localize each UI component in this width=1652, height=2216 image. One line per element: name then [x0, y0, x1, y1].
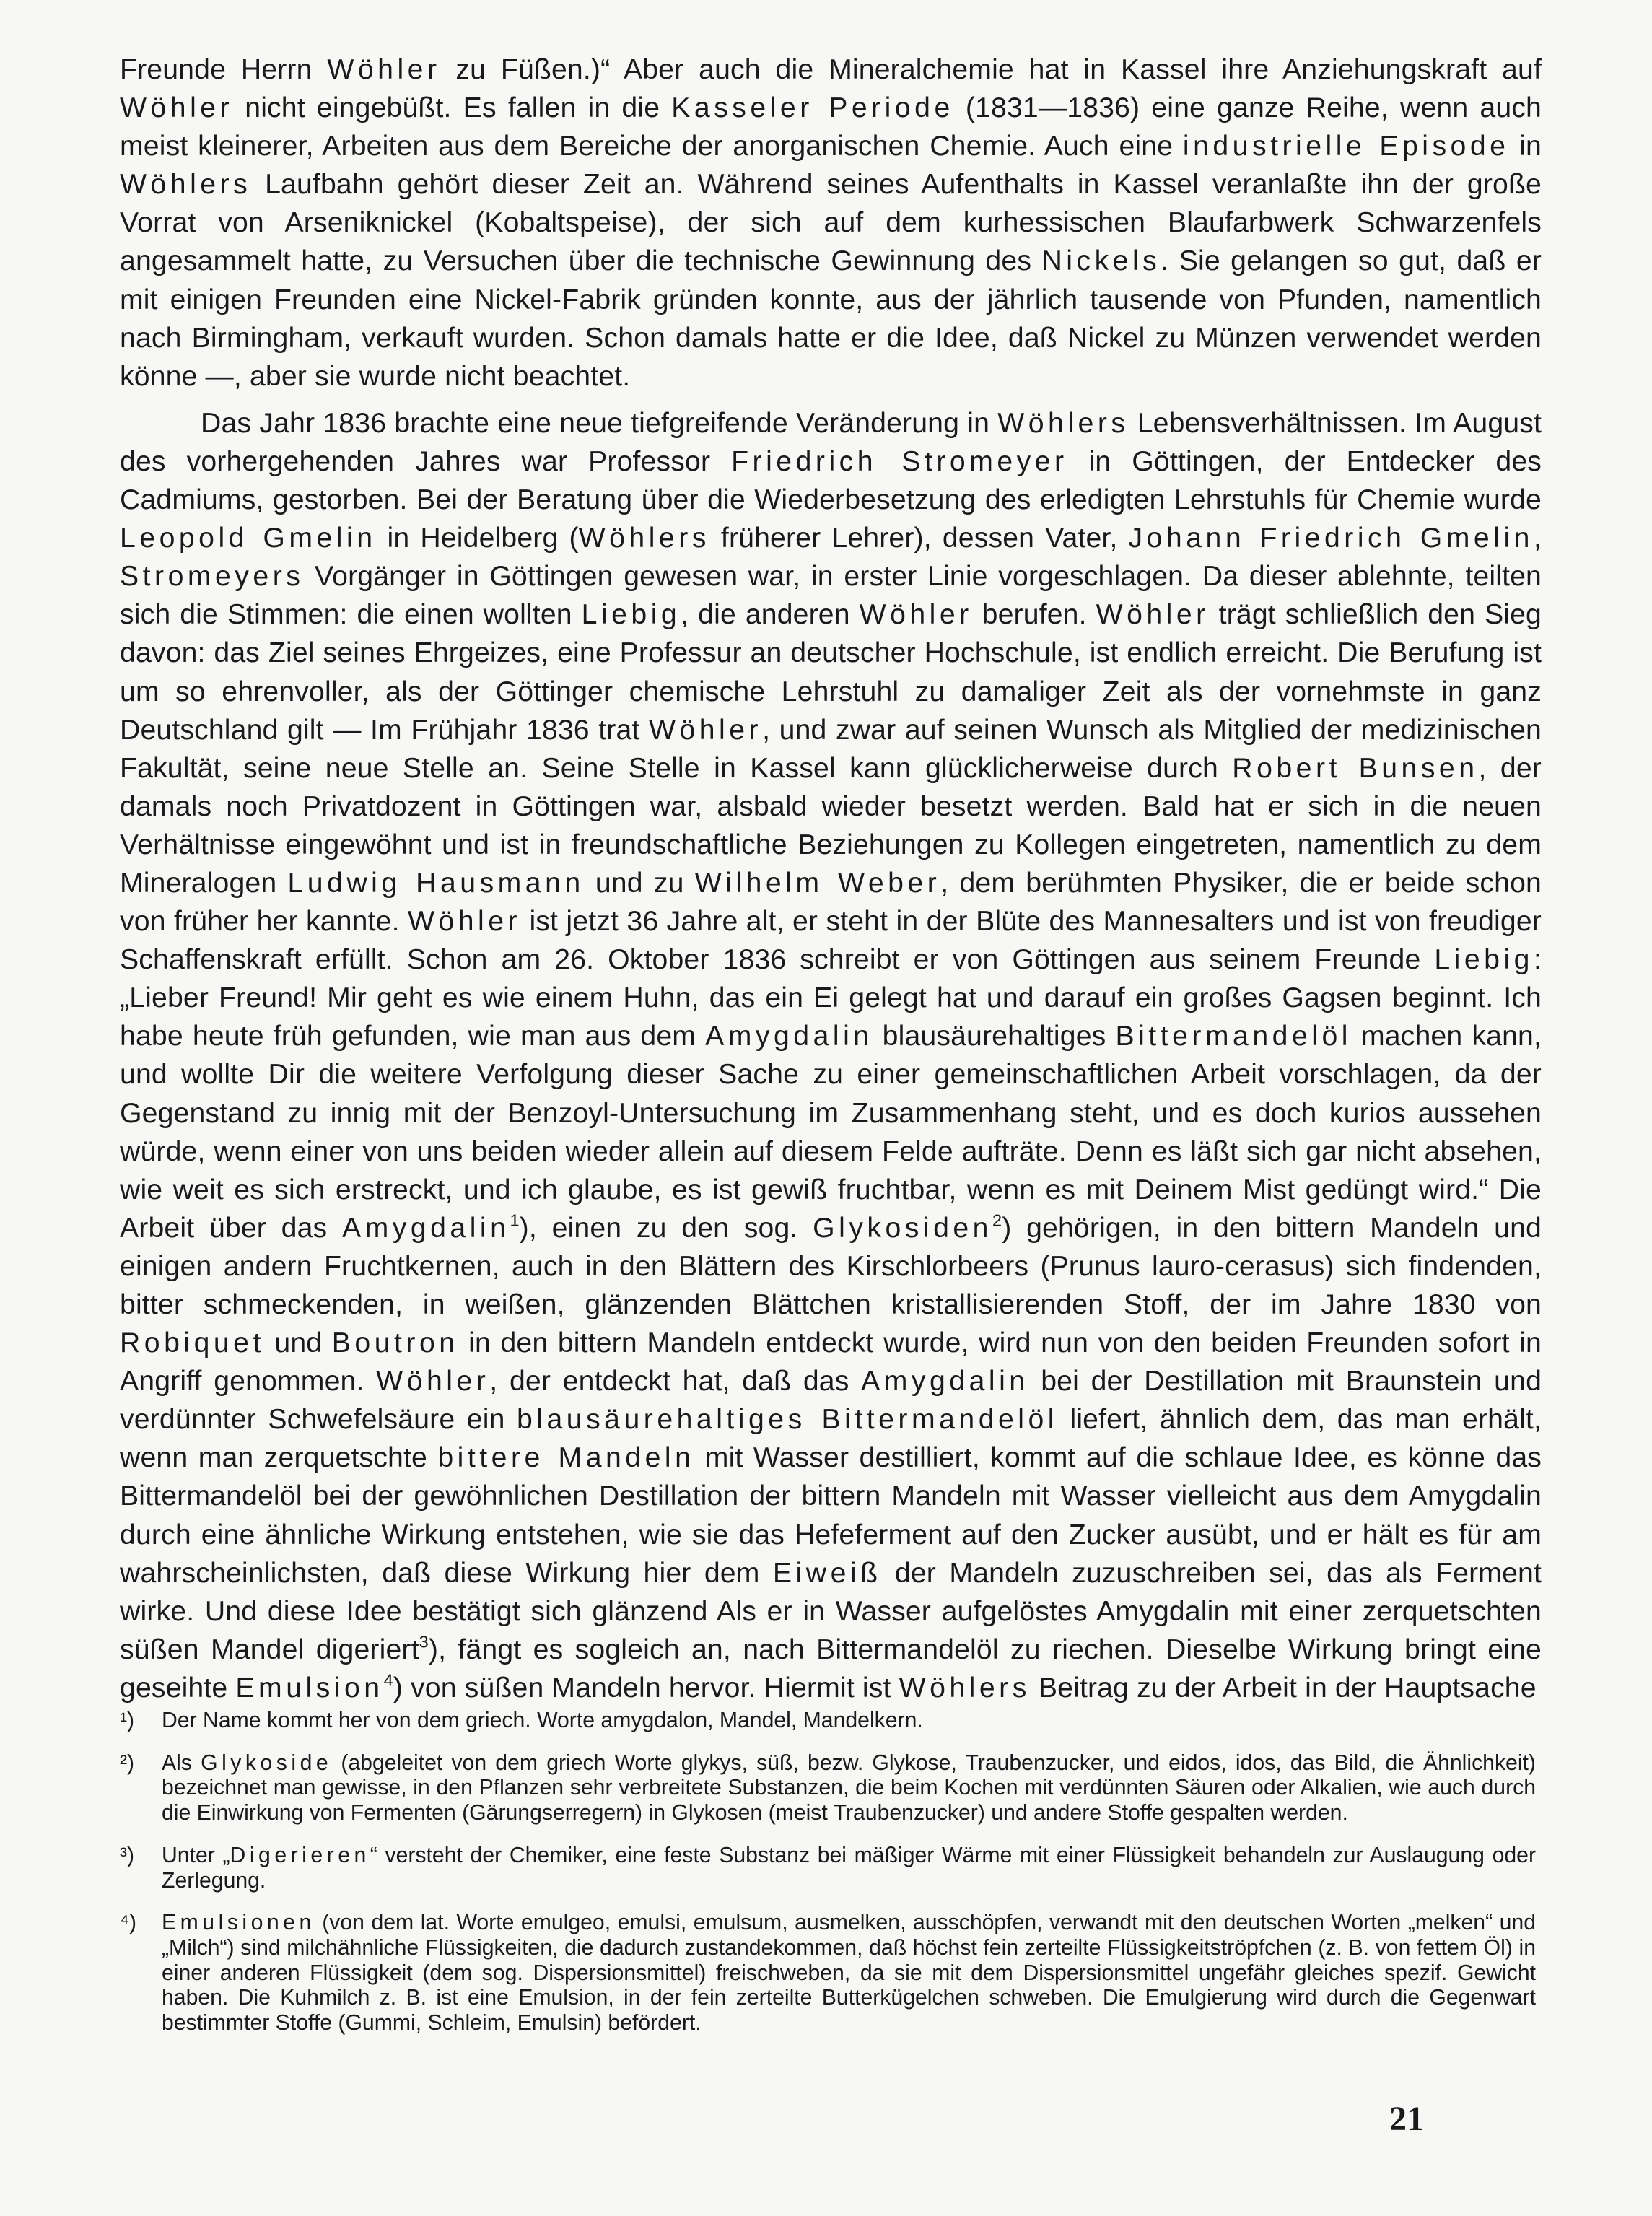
paragraph-kassel-period: Freunde Herrn Wöhler zu Füßen.)“ Aber auch die Mineralchemie hat in Kassel ihre Anziehungskraft auf Wöhler nicht eingebüßt. Es fallen in die Kasseler Periode (1831—1836) eine ganze Reihe, wenn auch meist kleinerer, Arbeiten aus dem Bereiche der anorganischen Chemie. Auch eine industrielle Episode in Wöhlers Laufbahn gehört dieser Zeit an. Während seines Aufenthalts in Kassel veranlaßte ihn der große Vorrat von Arseniknickel (Kobaltspeise), der sich auf dem kurhessischen Blaufarbwerk Schwarzenfels angesammelt hatte, zu Versuchen über die technische Gewinnung des Nickels. Sie gelangen so gut, daß er mit einigen Freunden eine Nickel-Fabrik gründen konnte, aus der jährlich tausende von Pfunden, namentlich nach Birmingham, verkauft wurden. Schon damals hatte er die Idee, daß Nickel zu Münzen verwendet werden könne —, aber sie wurde nicht beachtet.: [120, 54, 1542, 392]
footnote-number: ⁴): [120, 1911, 137, 1935]
page-body: [120, 51, 1542, 1707]
footnote-number: ³): [120, 1843, 135, 1867]
paragraph-goettingen-1836: Das Jahr 1836 brachte eine neue tiefgreifende Veränderung in Wöhlers Lebensverhältnissen. Im August des vorhergehenden Jahres war Professor Friedrich Stromeyer in Göttingen, der Entdecker des Cadmiums, gestorben. Bei der Beratung über die Wiederbesetzung des erledigten Lehrstuhls für Chemie wurde Leopold Gmelin in Heidelberg (Wöhlers früherer Lehrer), dessen Vater, Johann Friedrich Gmelin, Stromeyers Vorgänger in Göttingen gewesen war, in erster Linie vorgeschlagen. Da dieser ablehnte, teilten sich die Stimmen: die einen wollten Liebig, die anderen Wöhler berufen. Wöhler trägt schließlich den Sieg davon: das Ziel seines Ehrgeizes, eine Professur an deutscher Hochschule, ist endlich erreicht. Die Berufung ist um so ehrenvoller, als der Göttinger chemische Lehrstuhl zu damaliger Zeit als der vornehmste in ganz Deutschland gilt — Im Frühjahr 1836 trat Wöhler, und zwar auf seinen Wunsch als Mitglied der medizinischen Fakultät, seine neue Stelle an. Seine Stelle in Kassel kann glücklicherweise durch Robert Bunsen, der damals noch Privatdozent in Göttingen war, alsbald wieder besetzt werden. Bald hat er sich in die neuen Verhältnisse eingewöhnt und ist in freundschaftliche Beziehungen zu Kollegen eingetreten, namentlich zu dem Mineralogen Ludwig Hausmann und zu Wilhelm Weber, dem berühmten Physiker, die er beide schon von früher her kannte. Wöhler ist jetzt 36 Jahre alt, er steht in der Blüte des Mannesalters und ist von freudiger Schaffenskraft erfüllt. Schon am 26. Oktober 1836 schreibt er von Göttingen aus seinem Freunde Liebig: „Lieber Freund! Mir geht es wie einem Huhn, das ein Ei gelegt hat und darauf ein großes Gagsen beginnt. Ich habe heute früh gefunden, wie man aus dem Amygdalin blausäurehaltiges Bittermandelöl machen kann, und wollte Dir die weitere Verfolgung dieser Sache zu einer gemeinschaftlichen Arbeit vorschlagen, da der Gegenstand zu innig mit der Benzoyl-Untersuchung im Zusammenhang steht, und es doch kurios aussehen würde, wenn einer von uns beiden wieder allein auf diesem Felde aufträte. Denn es läßt sich gar nicht absehen, wie weit es sich erstreckt, und ich glaube, es ist gewiß fruchtbar, wenn es mit Deinem Mist gedüngt wird.“ Die Arbeit über das Amygdalin$^1$), einen zu den sog. Glykosiden$^2$) gehörigen, in den bittern Mandeln und einigen andern Fruchtkernen, auch in den Blättern des Kirschlorbeers (Prunus lauro-cerasus) sich findenden, bitter schmeckenden, in weißen, glänzenden Blättchen kristallisierenden Stoff, der im Jahre 1830 von Robiquet und Boutron in den bittern Mandeln entdeckt wurde, wird nun von den beiden Freunden sofort in Angriff genommen. Wöhler, der entdeckt hat, daß das Amygdalin bei der Destillation mit Braunstein und verdünnter Schwefelsäure ein blausäurehaltiges Bittermandelöl liefert, ähnlich dem, das man erhält, wenn man zerquetschte bittere Mandeln mit Wasser destilliert, kommt auf die schlaue Idee, es könne das Bittermandelöl bei der gewöhnlichen Destillation der bittern Mandeln mit Wasser vielleicht aus dem Amygdalin durch eine ähnliche Wirkung entstehen, wie sie das Hefeferment auf den Zucker ausübt, und er hält es für am wahrscheinlichsten, daß diese Wirkung hier dem Eiweiß der Mandeln zuzuschreiben sei, das als Ferment wirke. Und diese Idee bestätigt sich glänzend Als er in Wasser aufgelöstes Amygdalin mit einer zerquetschten süßen Mandel digeriert$^3$), fängt es sogleich an, nach Bittermandelöl zu riechen. Dieselbe Wirkung bringt eine geseihte Emulsion$^4$) von süßen Mandeln hervor. Hiermit ist Wöhlers Beitrag zu der Arbeit in der Hauptsache: [120, 407, 1542, 1704]
footnote-2: ²) Als Glykoside (abgeleitet von dem griech Worte glykys, süß, bezw. Glykose, Traubenzucker, und eidos, idos, das Bild, die Ähnlichkeit) bezeichnet man gewisse, in den Pflanzen sehr verbreitete Substanzen, die beim Kochen mit verdünnten Säuren oder Alkalien, wie auch durch die Einwirkung von Fermenten (Gärungserregern) in Glykosen (meist Traubenzucker) und andere Stoffe gespalten werden.: [120, 1750, 1536, 1825]
footnote-number: ²): [120, 1750, 135, 1775]
footnote-1: ¹) Der Name kommt her von dem griech. Worte amygdalon, Mandel, Mandelkern.: [120, 1709, 923, 1732]
footnote-ref-2: 2: [992, 1210, 1002, 1230]
footnote-number: ¹): [120, 1709, 135, 1732]
footnote-ref-1: 1: [510, 1210, 520, 1230]
footnote-ref-4: 4: [383, 1670, 393, 1690]
page-number: 21: [1389, 2100, 1424, 2138]
footnotes: [120, 1709, 1536, 2054]
footnote-3: ³) Unter „Digerieren“ versteht der Chemiker, eine feste Substanz bei mäßiger Wärme mit einer Flüssigkeit behandeln zur Auslaugung oder Zerlegung.: [120, 1843, 1536, 1893]
footnote-4: ⁴) Emulsionen (von dem lat. Worte emulgeo, emulsi, emulsum, ausmelken, ausschöpfen, verwandt mit den deutschen Worten „melken“ und „Milch“) sind milchähnliche Flüssigkeiten, die dadurch zustandekommen, daß höchst fein zerteilte Flüssigkeitströpfchen (z. B. von fettem Öl) in einer anderen Flüssigkeit (dem sog. Dispersionsmittel) freischweben, da sie mit dem Dispersionsmittel ungefähr gleiches spezif. Gewicht haben. Die Kuhmilch z. B. ist eine Emulsion, in der fein zerteilte Butterkügelchen schweben. Die Emulgierung wird durch die Gegenwart bestimmter Stoffe (Gummi, Schleim, Emulsin) befördert.: [120, 1911, 1536, 2036]
footnote-ref-3: 3: [419, 1632, 429, 1652]
